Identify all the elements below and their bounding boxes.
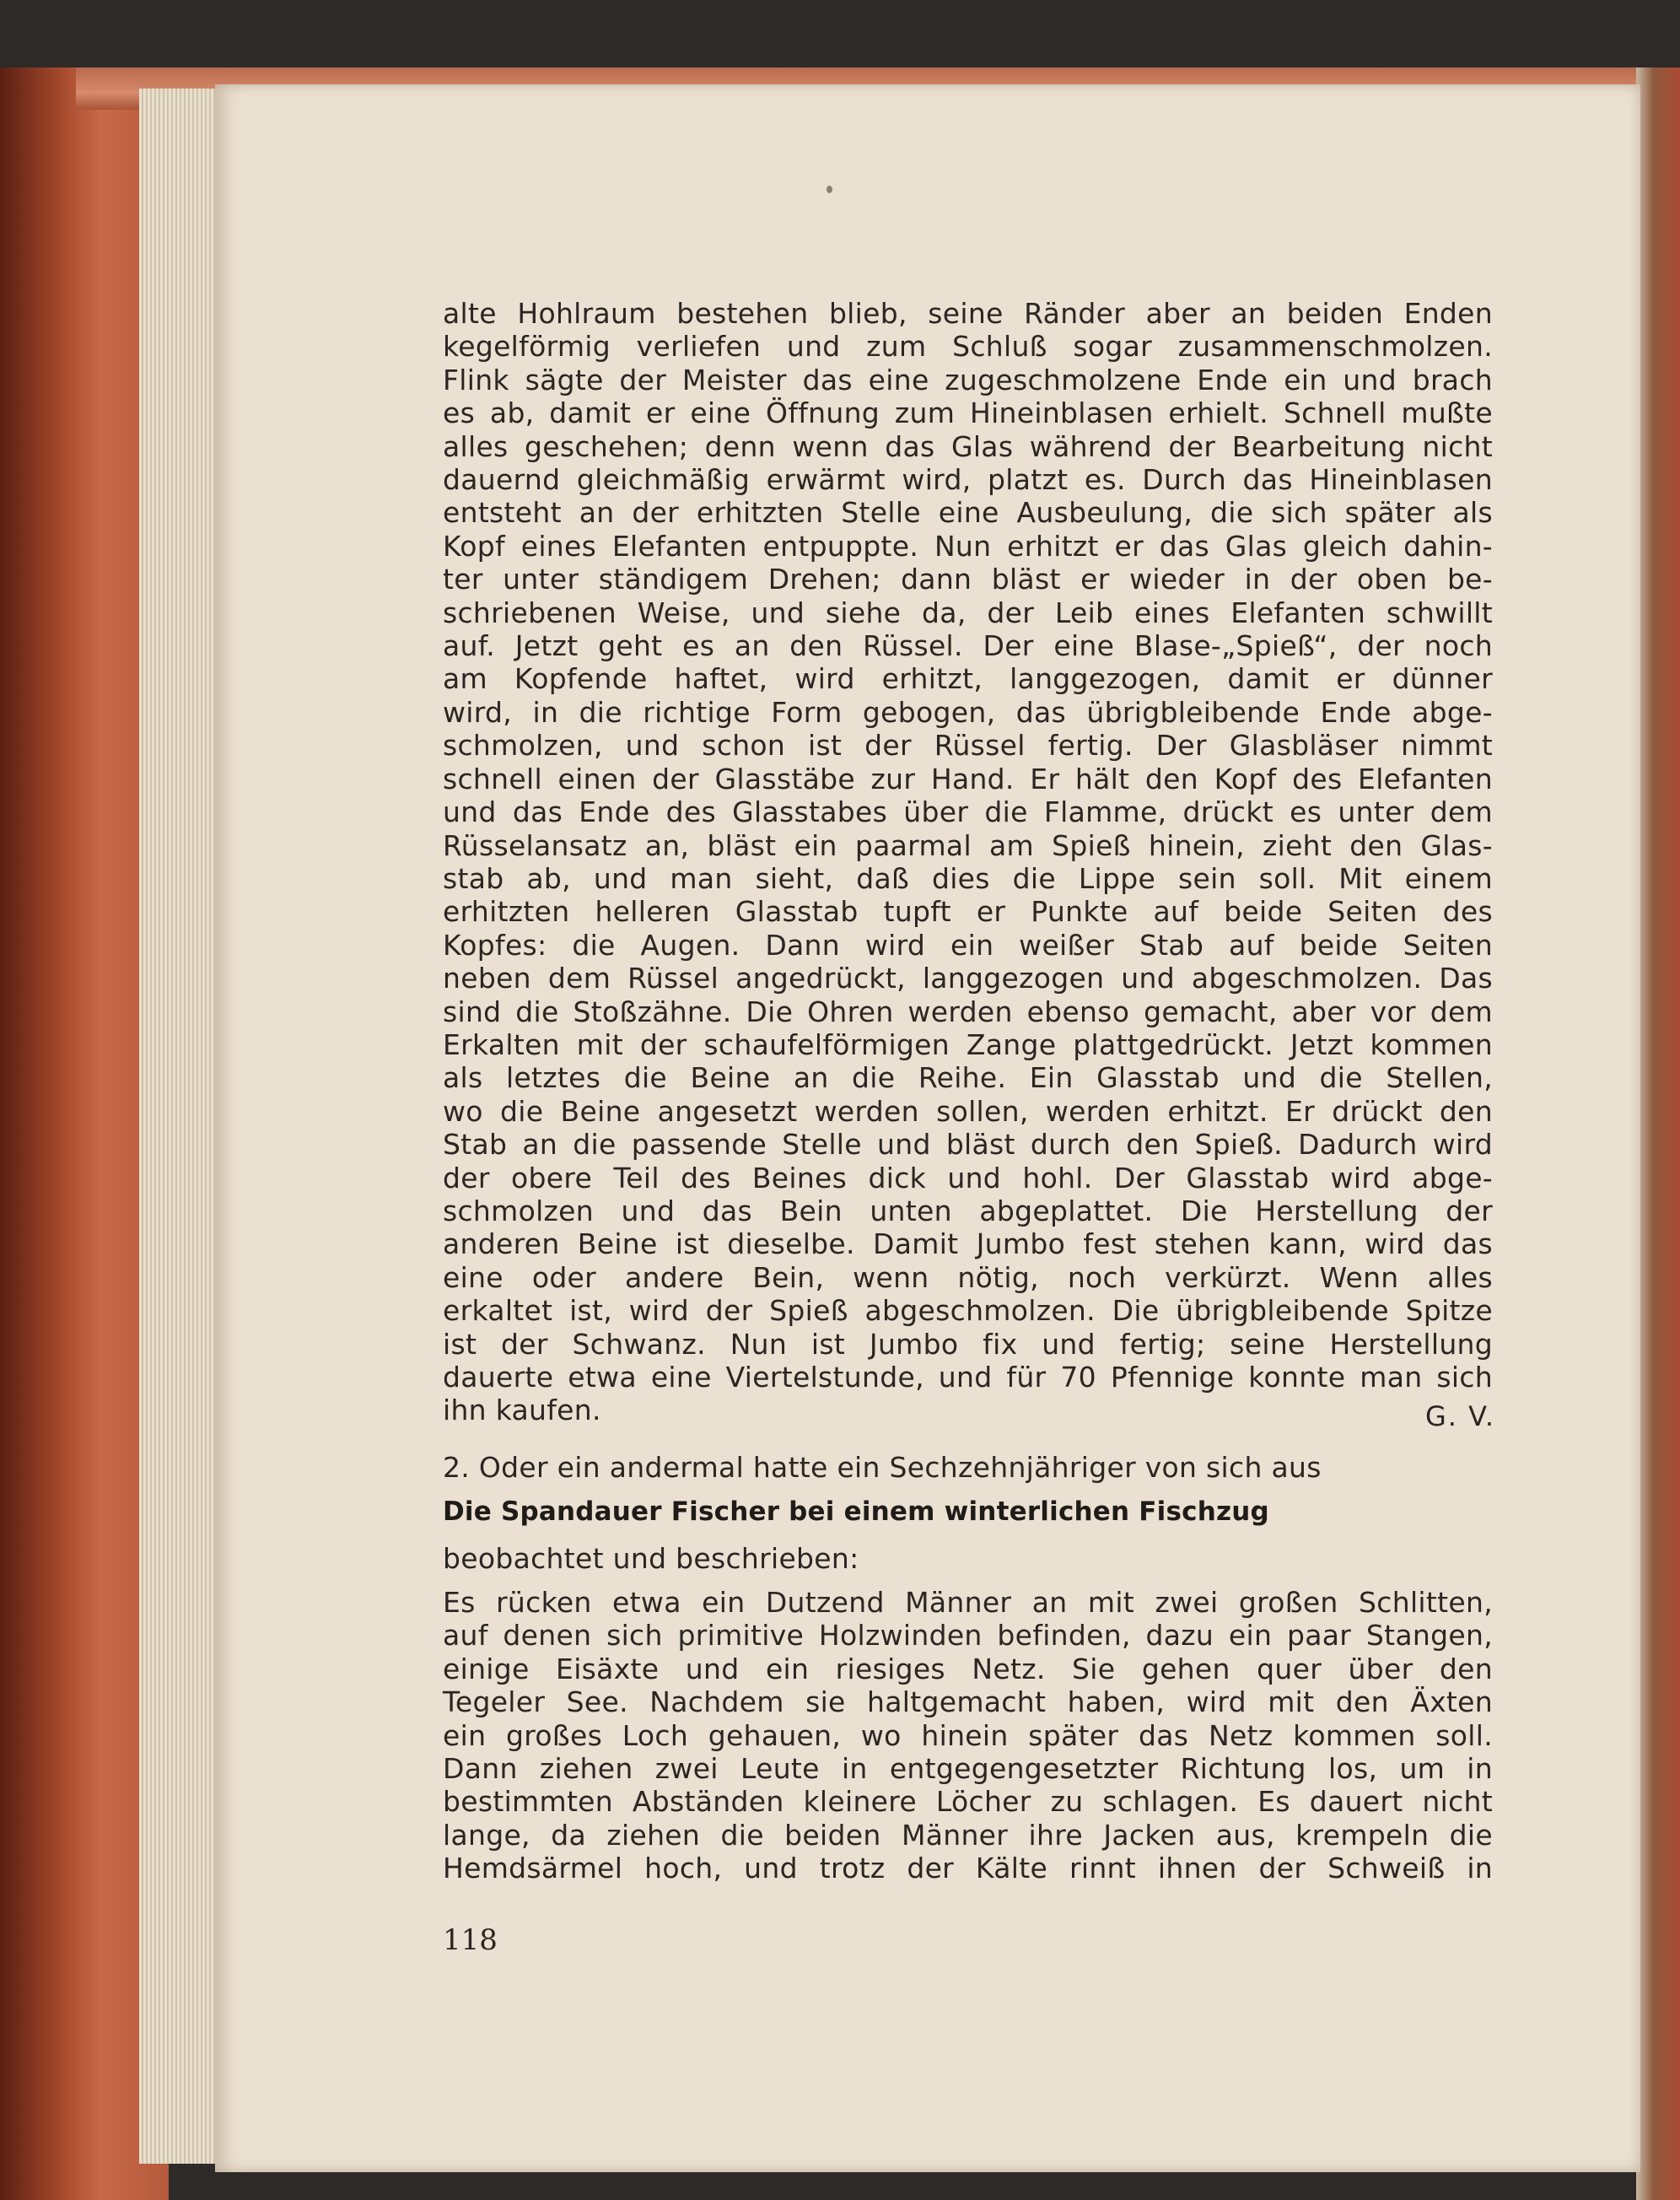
- text-line: schmolzen, und schon ist der Rüssel fertig. Der Glasbläser nimmt: [443, 729, 1493, 763]
- text-line: alte Hohlraum bestehen blieb, seine Ränder aber an beiden Enden: [443, 297, 1493, 330]
- page-number: 118: [443, 1923, 498, 1957]
- text-line: wird, in die richtige Form gebogen, das übrigbleibende Ende abge-: [443, 695, 1493, 729]
- text-line: Stab an die passende Stelle und bläst durch den Spieß. Dadurch wird: [443, 1128, 1493, 1162]
- text-line: bestimmten Abständen kleinere Löcher zu schlagen. Es dauert nicht: [443, 1785, 1493, 1819]
- text-line: als letztes die Beine an die Reihe. Ein Glasstab und die Stellen,: [443, 1061, 1493, 1095]
- text-line: ihn kaufen.: [443, 1394, 601, 1427]
- text-line: erhitzten helleren Glasstab tupft er Punkte auf beide Seiten des: [443, 895, 1493, 929]
- text-line: dauerte etwa eine Viertelstunde, und für 70 Pfennige konnte man sich: [443, 1361, 1493, 1394]
- body-text: [443, 297, 1493, 1427]
- text-line: alles geschehen; denn wenn das Glas während der Bearbeitung nicht: [443, 429, 1493, 463]
- text-line: kegelförmig verliefen und zum Schluß sogar zusammenschmolzen.: [443, 330, 1493, 364]
- second-paragraph: [443, 1586, 1493, 1885]
- text-line: eine oder andere Bein, wenn nötig, noch verkürzt. Wenn alles: [443, 1260, 1493, 1294]
- text-line: der obere Teil des Beines dick und hohl. Der Glasstab wird abge-: [443, 1161, 1493, 1194]
- text-line: Kopfes: die Augen. Dann wird ein weißer Stab auf beide Seiten: [443, 928, 1493, 962]
- text-line: es ab, damit er eine Öffnung zum Hineinblasen erhielt. Schnell mußte: [443, 396, 1493, 430]
- text-line: ist der Schwanz. Nun ist Jumbo fix und fertig; seine Herstellung: [443, 1327, 1493, 1361]
- text-line: wo die Beine angesetzt werden sollen, werden erhitzt. Er drückt den: [443, 1094, 1493, 1128]
- section-title: Die Spandauer Fischer bei einem winterlichen Fischzug: [443, 1496, 1269, 1527]
- text-line: am Kopfende haftet, wird erhitzt, langgezogen, damit er dünner: [443, 662, 1493, 696]
- author-signature: G. V.: [1425, 1400, 1496, 1432]
- text-line: Hemdsärmel hoch, und trotz der Kälte rinnt ihnen der Schweiß in: [443, 1852, 1493, 1885]
- text-line: schriebenen Weise, und siehe da, der Leib eines Elefanten schwillt: [443, 596, 1493, 629]
- text-line: entsteht an der erhitzten Stelle eine Ausbeulung, die sich später als: [443, 496, 1493, 530]
- book-cover-right: [1636, 67, 1680, 2200]
- text-line: Tegeler See. Nachdem sie haltgemacht haben, wird mit den Äxten: [443, 1685, 1493, 1719]
- page-edges: [139, 89, 219, 2164]
- text-line: neben dem Rüssel angedrückt, langgezogen und abgeschmolzen. Das: [443, 962, 1493, 995]
- text-line: Es rücken etwa ein Dutzend Männer an mit zwei großen Schlitten,: [443, 1586, 1493, 1619]
- section-intro: 2. Oder ein andermal hatte ein Sechzehnjähriger von sich aus: [443, 1451, 1322, 1484]
- text-line: Dann ziehen zwei Leute in entgegengesetzter Richtung los, um in: [443, 1752, 1493, 1786]
- section-subline: beobachtet und beschrieben:: [443, 1542, 859, 1575]
- text-line: Kopf eines Elefanten entpuppte. Nun erhitzt er das Glas gleich dahin-: [443, 529, 1493, 563]
- text-line: ein großes Loch gehauen, wo hinein später das Netz kommen soll.: [443, 1718, 1493, 1752]
- text-line: schmolzen und das Bein unten abgeplattet. Die Herstellung der: [443, 1194, 1493, 1227]
- text-line: lange, da ziehen die beiden Männer ihre Jacken aus, krempeln die: [443, 1818, 1493, 1852]
- text-line: anderen Beine ist dieselbe. Damit Jumbo fest stehen kann, wird das: [443, 1227, 1493, 1261]
- text-line: Rüsselansatz an, bläst ein paarmal am Spieß hinein, zieht den Glas-: [443, 828, 1493, 862]
- text-line: sind die Stoßzähne. Die Ohren werden ebenso gemacht, aber vor dem: [443, 995, 1493, 1028]
- text-line: stab ab, und man sieht, daß dies die Lippe sein soll. Mit einem: [443, 861, 1493, 895]
- text-line: auf denen sich primitive Holzwinden befinden, dazu ein paar Stangen,: [443, 1619, 1493, 1653]
- text-line: dauernd gleichmäßig erwärmt wird, platzt es. Durch das Hineinblasen: [443, 463, 1493, 497]
- text-line: Erkalten mit der schaufelförmigen Zange plattgedrückt. Jetzt kommen: [443, 1027, 1493, 1061]
- text-line: erkaltet ist, wird der Spieß abgeschmolzen. Die übrigbleibende Spitze: [443, 1294, 1493, 1328]
- text-line: einige Eisäxte und ein riesiges Netz. Sie gehen quer über den: [443, 1652, 1493, 1685]
- text-line: schnell einen der Glasstäbe zur Hand. Er hält den Kopf des Elefanten: [443, 762, 1493, 795]
- text-line: auf. Jetzt geht es an den Rüssel. Der eine Blase-„Spieß“, der noch: [443, 629, 1493, 663]
- text-line: Flink sägte der Meister das eine zugeschmolzene Ende ein und brach: [443, 363, 1493, 396]
- ink-dot: [827, 186, 832, 193]
- text-line: und das Ende des Glasstabes über die Flamme, drückt es unter dem: [443, 795, 1493, 829]
- text-line: ter unter ständigem Drehen; dann bläst er wieder in der oben be-: [443, 563, 1493, 596]
